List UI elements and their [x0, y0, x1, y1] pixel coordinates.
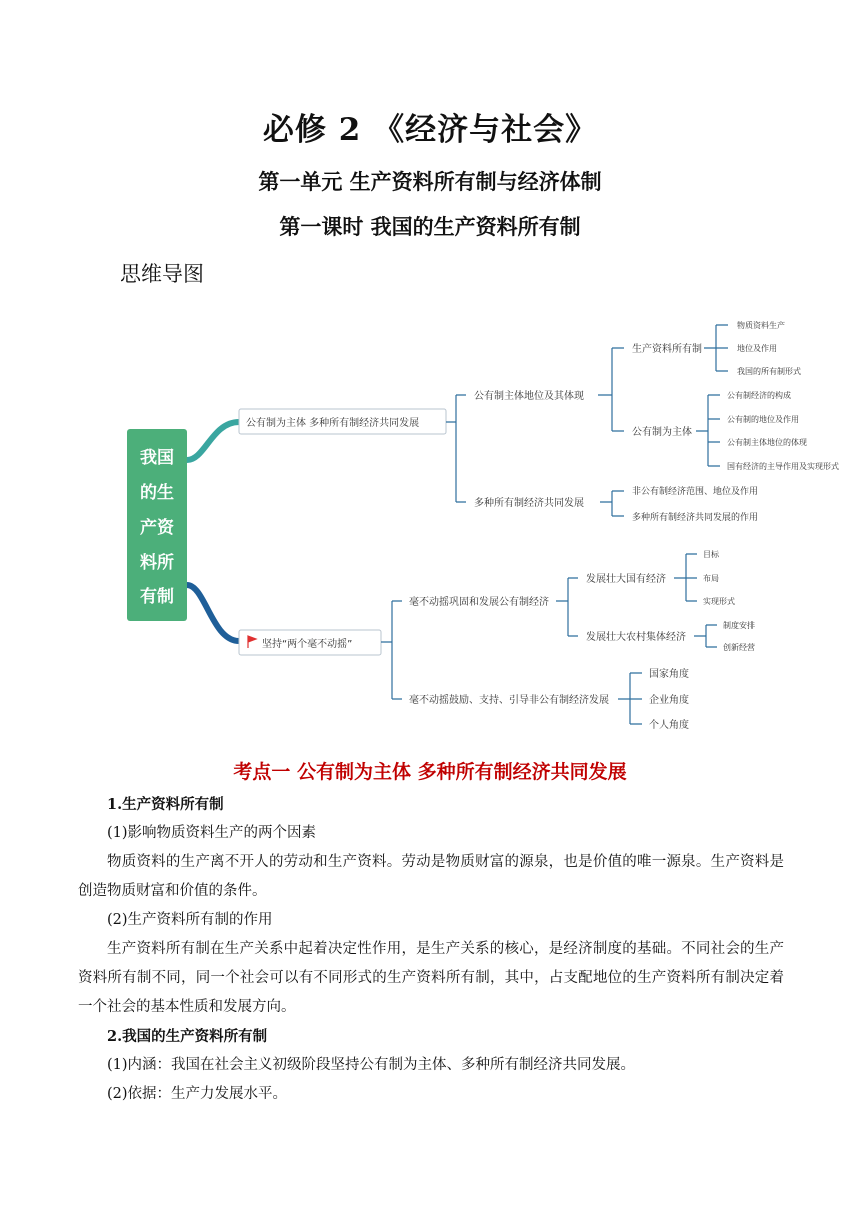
b1-sub1-label: 公有制主体地位及其体现: [474, 391, 584, 402]
b2-b-item: 创新经营: [723, 643, 755, 652]
b2-b-connector: [694, 625, 717, 647]
b2-a-item: 实现形式: [703, 597, 735, 606]
b1-sub2-label: 多种所有制经济共同发展: [474, 498, 584, 509]
mind-map: [0, 300, 860, 740]
paragraph: 1.生产资料所有制: [107, 796, 224, 813]
b1-b-item: 公有制经济的构成: [727, 391, 791, 400]
branch2-label: 坚持“两个毫不动摇”: [262, 639, 353, 650]
b2-a-connector: [674, 554, 697, 601]
branch1-connector: [446, 395, 466, 502]
paragraph: (2)依据：生产力发展水平。: [107, 1086, 288, 1102]
b1-a-connector: [704, 325, 728, 371]
b1-sub2-item: 非公有制经济范围、地位及作用: [632, 487, 759, 497]
b2-sub2-item: 国家角度: [649, 669, 689, 680]
paragraph: 2.我国的生产资料所有制: [107, 1028, 268, 1045]
b2-b-label: 发展壮大农村集体经济: [586, 632, 686, 643]
b2-a-item: 布局: [703, 574, 719, 583]
b2-a-item: 目标: [703, 550, 719, 559]
root-line: 我国: [140, 448, 174, 468]
b1-sub2-connector: [600, 491, 624, 516]
root-line: 料所: [140, 553, 174, 573]
b1-a-item: 物质资料生产: [737, 321, 785, 330]
b2-sub2-item: 企业角度: [649, 695, 689, 706]
b2-sub2-label: 毫不动摇鼓励、支持、引导非公有制经济发展: [409, 695, 609, 706]
connector-branch1: [187, 422, 239, 460]
paragraph: 物质资料的生产离不开人的劳动和生产资料。劳动是物质财富的源泉，也是价值的唯一源泉。生产资料是创造物质财富和价值的条件。: [78, 854, 784, 899]
lesson-title: 第一课时 我国的生产资料所有制: [279, 215, 581, 239]
b1-sub1-connector: [598, 348, 624, 431]
branch2-connector: [381, 601, 402, 699]
b2-sub2-connector: [618, 673, 642, 724]
b1-b-item: 国有经济的主导作用及实现形式: [727, 462, 839, 471]
root-line: 的生: [140, 483, 174, 503]
b1-a-label: 生产资料所有制: [632, 344, 702, 355]
body-text: [78, 790, 784, 1109]
b2-sub2-item: 个人角度: [649, 720, 689, 731]
branch1-label: 公有制为主体 多种所有制经济共同发展: [246, 418, 420, 429]
b2-b-item: 制度安排: [723, 621, 755, 630]
b2-sub1-label: 毫不动摇巩固和发展公有制经济: [409, 597, 549, 608]
section-heading: 考点一 公有制为主体 多种所有制经济共同发展: [233, 761, 627, 783]
paragraph: (2)生产资料所有制的作用: [107, 912, 273, 928]
b1-b-item: 公有制的地位及作用: [727, 415, 799, 424]
root-line: 产资: [140, 518, 174, 538]
paragraph: (1)影响物质资料生产的两个因素: [107, 825, 317, 841]
b1-b-item: 公有制主体地位的体现: [727, 438, 807, 447]
b1-a-item: 我国的所有制形式: [737, 367, 801, 376]
b2-a-label: 发展壮大国有经济: [586, 574, 666, 585]
connector-branch2: [187, 585, 239, 641]
b1-a-item: 地位及作用: [737, 344, 777, 353]
root-line: 有制: [140, 587, 174, 607]
paragraph: 生产资料所有制在生产关系中起着决定性作用，是生产关系的核心，是经济制度的基础。不同社会的生产资料所有制不同，同一个社会可以有不同形式的生产资料所有制，其中，占支配地位的生产资料所有制决定着一个社会的基本性质和发展方向。: [78, 941, 784, 1015]
b1-b-connector: [696, 395, 720, 466]
b1-b-label: 公有制为主体: [632, 427, 692, 438]
page-title: 必修 2 《经济与社会》: [262, 112, 598, 148]
b1-sub2-item: 多种所有制经济共同发展的作用: [632, 513, 759, 523]
b2-sub1-connector: [556, 578, 578, 636]
unit-title: 第一单元 生产资料所有制与经济体制: [258, 170, 602, 194]
paragraph: (1)内涵：我国在社会主义初级阶段坚持公有制为主体、多种所有制经济共同发展。: [107, 1057, 636, 1073]
mindmap-heading: 思维导图: [120, 262, 204, 286]
